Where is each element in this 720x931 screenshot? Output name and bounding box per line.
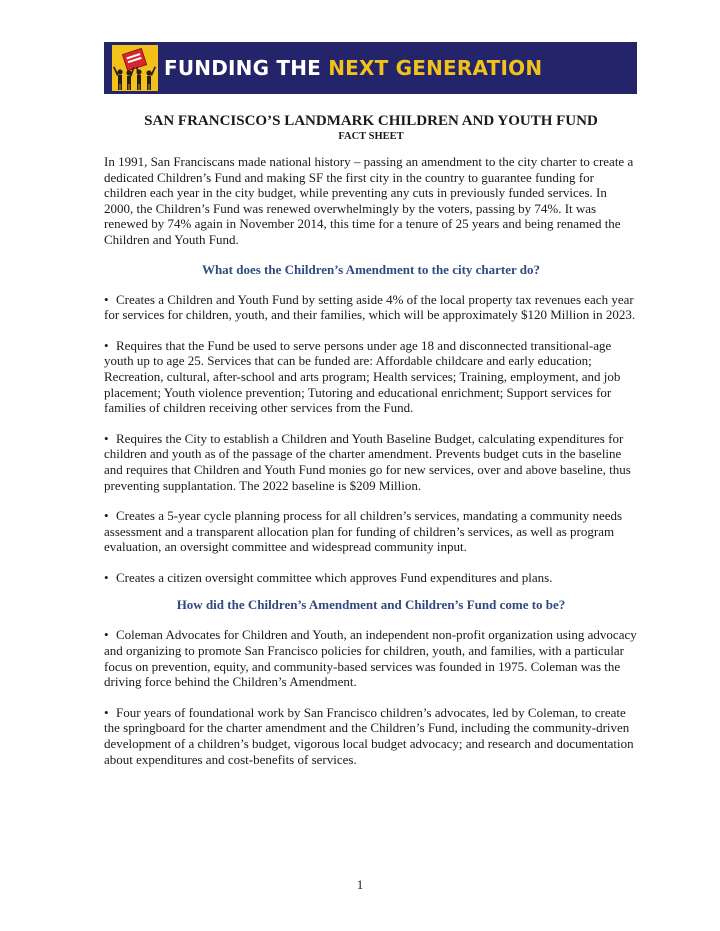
page-number: 1: [356, 877, 364, 892]
bullet-text: Creates a citizen oversight committee which approves Fund expenditures and plans.: [116, 569, 553, 585]
bullet-icon: •: [104, 291, 109, 307]
section-heading-what: What does the Children’s Amendment to the city charter do?: [201, 261, 541, 277]
list-item: [104, 338, 638, 416]
document-subtitle: FACT SHEET: [338, 131, 404, 142]
section-heading-how: How did the Children’s Amendment and Children’s Fund come to be?: [176, 597, 566, 613]
bullet-icon: •: [104, 508, 109, 524]
list-item: [104, 570, 638, 586]
document-title: SAN FRANCISCO’S LANDMARK CHILDREN AND YOUTH FUND: [144, 113, 598, 129]
banner-title: [164, 56, 542, 80]
bullet-text: Creates a Children and Youth Fund by setting aside 4% of the local property tax revenues each year for services for children, youth, and their families, which will be approximately $120 Million in 2023.: [104, 291, 636, 323]
funding-next-generation-logo-icon: [112, 45, 158, 91]
bullet-icon: •: [104, 627, 109, 643]
bullet-text: Coleman Advocates for Children and Youth, an independent non-profit organization using advocacy and organizing to promote San Francisco policies for children, youth, and families, with a particular focus on prevention, equity, and community-based services was founded in 1975. Coleman was the driving force behind the Children’s Amendment.: [104, 627, 637, 690]
list-item: [104, 431, 638, 493]
list-item: [104, 627, 638, 689]
bullet-icon: •: [104, 337, 109, 353]
list-item: [104, 292, 638, 323]
fact-sheet-body: [104, 112, 638, 782]
banner-title-white: FUNDING THE: [164, 56, 329, 80]
bullet-text: Four years of foundational work by San Francisco children’s advocates, led by Coleman, to create the springboard for the charter amendment and the Children’s Fund, including the community-driven development of a children’s budget, vigorous local budget advocacy; and research and documentation about expenditures and cost-benefits of services.: [104, 704, 634, 767]
bullet-text: Creates a 5-year cycle planning process for all children’s services, mandating a community needs assessment and a transparent allocation plan for funding of children’s services, as well as program evaluation, an oversight committee and widespread community input.: [104, 508, 623, 555]
bullet-text: Requires the City to establish a Children and Youth Baseline Budget, calculating expenditures for children and youth as of the passage of the charter amendment. Prevents budget cuts in the baseline and requires that Children and Youth Fund monies go for new services, over and above baseline, thus preventing supplantation. The 2022 baseline is $209 Million.: [104, 430, 631, 493]
intro-paragraph: In 1991, San Franciscans made national history – passing an amendment to the city charter to create a dedicated Children’s Fund and making SF the first city in the country to guarantee funding for children each year in the city budget, while preventing any cuts in previously funded services. In 2000, the Children’s Fund was renewed overwhelmingly by the voters, passing by 74%. It was renewed by 74% again in November 2014, this time for a tenure of 25 years and being renamed the Children and Youth Fund.: [104, 154, 634, 247]
bullet-icon: •: [104, 569, 109, 585]
list-item: [104, 508, 638, 555]
banner-title-yellow: NEXT GENERATION: [328, 56, 543, 80]
bullet-text: Requires that the Fund be used to serve persons under age 18 and disconnected transitional-age youth up to age 25. Services that can be funded are: Affordable childcare and early education; Recreation, cultural, after-school and arts program; Health services; Training, employment, and job placement; Youth violence prevention; Tutoring and educational enrichment; Support services for families of children receiving other services from the Fund.: [104, 337, 621, 416]
bullet-icon: •: [104, 430, 109, 446]
header-banner: [104, 42, 637, 94]
list-item: [104, 705, 638, 767]
bullet-icon: •: [104, 704, 109, 720]
